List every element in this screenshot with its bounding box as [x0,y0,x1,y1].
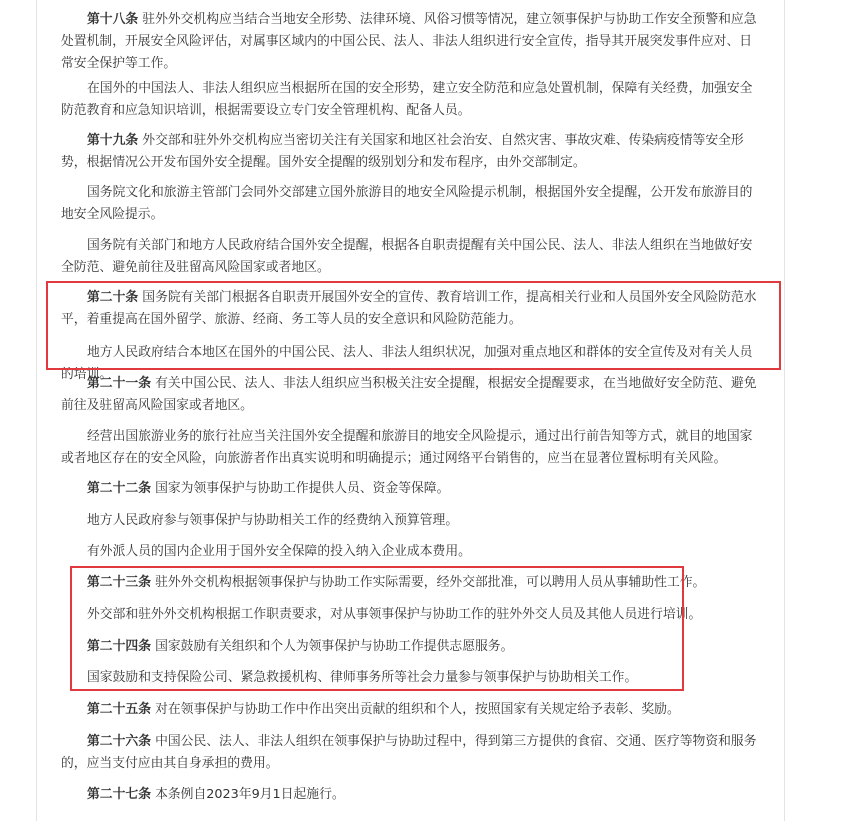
paragraph-text: 经营出国旅游业务的旅行社应当关注国外安全提醒和旅游目的地安全风险提示，通过出行前告知等方式，就目的地国家或者地区存在的安全风险，向旅游者作出真实说明和明确提示；通过网络平台销售的，应当在显著位置标明有关风险。 [61,429,753,466]
column-border-left [36,0,37,821]
article-number: 第十八条 [87,12,139,27]
article-number: 第二十条 [87,290,139,305]
article-number: 第二十三条 [87,575,151,590]
paragraph-text: 外交部和驻外外交机构应当密切关注有关国家和地区社会治安、自然灾害、事故灾难、传染病疫情等安全形势，根据情况公开发布国外安全提醒。国外安全提醒的级别划分和发布程序，由外交部制定。 [61,133,744,170]
paragraph-text: 驻外外交机构应当结合当地安全形势、法律环境、风俗习惯等情况，建立领事保护与协助工作安全预警和应急处置机制，开展安全风险评估，对属事区域内的中国公民、法人、非法人组织进行安全宣传，指导其开展突发事件应对、日常安全保护等工作。 [61,12,757,71]
paragraph-article-25 [61,699,761,721]
article-number: 第二十一条 [87,376,151,391]
paragraph-text: 国务院有关部门和地方人民政府结合国外安全提醒，根据各自职责提醒有关中国公民、法人、非法人组织在当地做好安全防范、避免前往及驻留高风险国家或者地区。 [61,238,753,275]
paragraph-article-18 [61,9,761,75]
paragraph-text-block [61,604,761,626]
paragraph-text: 国家鼓励和支持保险公司、紧急救援机构、律师事务所等社会力量参与领事保护与协助相关工作。 [87,670,638,685]
paragraph-text: 对在领事保护与协助工作中作出突出贡献的组织和个人，按照国家有关规定给予表彰、奖励。 [155,702,680,717]
paragraph-text-block [61,426,761,470]
article-number: 第二十五条 [87,702,151,717]
paragraph-article-21 [61,373,761,417]
paragraph-article-22 [61,478,761,500]
paragraph-article-23 [61,572,761,594]
column-border-right [784,0,785,821]
paragraph-article-20 [61,287,761,331]
paragraph-text: 有外派人员的国内企业用于国外安全保障的投入纳入企业成本费用。 [87,544,471,559]
article-number: 第二十七条 [87,787,151,802]
paragraph-text: 本条例自2023年9月1日起施行。 [155,787,345,802]
paragraph-article-27 [61,784,761,806]
paragraph-text-block [61,541,761,563]
paragraph-text: 国务院文化和旅游主管部门会同外交部建立国外旅游目的地安全风险提示机制，根据国外安全提醒，公开发布旅游目的地安全风险提示。 [61,185,753,222]
article-number: 第二十二条 [87,481,151,496]
paragraph-text-block [61,667,761,689]
article-number: 第二十四条 [87,639,151,654]
article-number: 第十九条 [87,133,139,148]
paragraph-text: 中国公民、法人、非法人组织在领事保护与协助过程中，得到第三方提供的食宿、交通、医疗等物资和服务的，应当支付应由其自身承担的费用。 [61,734,757,771]
paragraph-text: 国家为领事保护与协助工作提供人员、资金等保障。 [155,481,450,496]
paragraph-text: 外交部和驻外外交机构根据工作职责要求，对从事领事保护与协助工作的驻外外交人员及其他人员进行培训。 [87,607,702,622]
paragraph-text-block [61,182,761,226]
paragraph-text-block [61,510,761,532]
paragraph-text: 地方人民政府结合本地区在国外的中国公民、法人、非法人组织状况，加强对重点地区和群体的安全宣传及对有关人员的培训。 [61,345,753,382]
paragraph-text-block [61,235,761,279]
paragraph-article-26 [61,731,761,775]
paragraph-text: 国务院有关部门根据各自职责开展国外安全的宣传、教育培训工作，提高相关行业和人员国外安全风险防范水平，着重提高在国外留学、旅游、经商、务工等人员的安全意识和风险防范能力。 [61,290,757,327]
paragraph-text: 有关中国公民、法人、非法人组织应当积极关注安全提醒，根据安全提醒要求，在当地做好安全防范、避免前往及驻留高风险国家或者地区。 [61,376,757,413]
paragraph-text-block [61,78,761,122]
article-number: 第二十六条 [87,734,151,749]
paragraph-article-19 [61,130,761,174]
paragraph-text: 驻外外交机构根据领事保护与协助工作实际需要，经外交部批准，可以聘用人员从事辅助性工作。 [155,575,706,590]
paragraph-article-24 [61,636,761,658]
paragraph-text: 在国外的中国法人、非法人组织应当根据所在国的安全形势，建立安全防范和应急处置机制，保障有关经费，加强安全防范教育和应急知识培训，根据需要设立专门安全管理机构、配备人员。 [61,81,753,118]
paragraph-text: 国家鼓励有关组织和个人为领事保护与协助工作提供志愿服务。 [155,639,514,654]
paragraph-text: 地方人民政府参与领事保护与协助相关工作的经费纳入预算管理。 [87,513,459,528]
